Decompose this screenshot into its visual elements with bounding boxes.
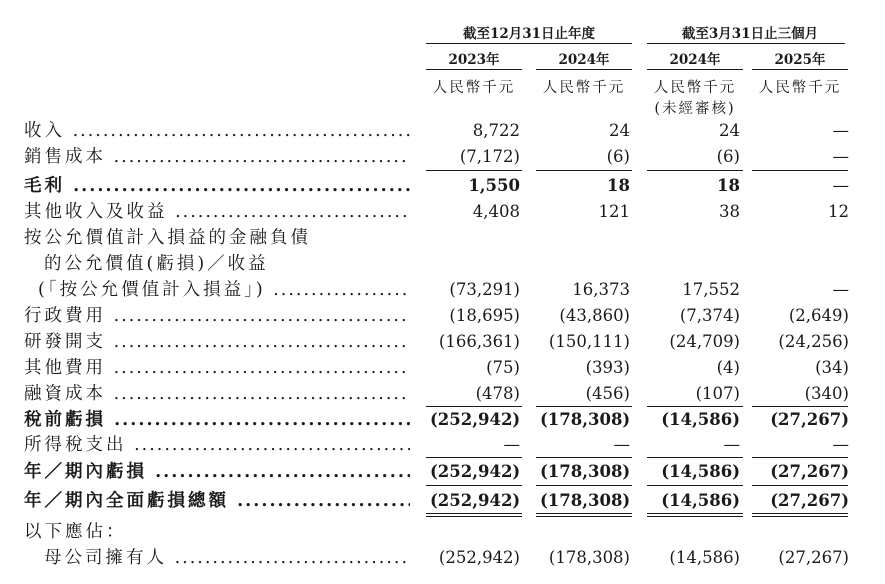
row-label: 收入 .....	[24, 118, 410, 144]
row-value: (14,586)	[661, 491, 740, 510]
row-value: (178,308)	[540, 462, 631, 481]
row-label: 年／期內虧損 .....	[24, 459, 410, 485]
row-value: (18,695)	[449, 306, 520, 325]
table-row-label-line	[0, 225, 885, 251]
row-value: (6)	[716, 147, 740, 166]
row-value: (27,267)	[778, 548, 849, 567]
row-value: 4,408	[472, 202, 520, 221]
total-double-rule	[536, 513, 632, 514]
table-row	[0, 381, 885, 407]
group-rule-2	[647, 43, 845, 44]
subtotal-rule	[536, 170, 632, 171]
row-value: (178,308)	[540, 491, 631, 510]
row-value: (178,308)	[540, 410, 631, 429]
row-value: (73,291)	[449, 280, 520, 299]
year-header-2024: 2024年	[558, 52, 610, 68]
total-double-rule	[426, 516, 522, 517]
row-value: 12	[828, 202, 849, 221]
row-value: 24	[719, 121, 740, 140]
row-label: 行政費用 .....	[24, 303, 410, 329]
row-value: 18	[607, 176, 630, 195]
row-value: (252,942)	[430, 491, 521, 510]
table-row	[0, 118, 885, 144]
row-value: (107)	[695, 384, 740, 403]
year-header-2025-q1: 2025年	[774, 52, 826, 68]
row-value: (393)	[585, 358, 630, 377]
subtotal-rule	[536, 457, 632, 458]
row-value: (7,374)	[679, 306, 740, 325]
table-row	[0, 355, 885, 381]
row-value: —	[832, 121, 849, 140]
row-value: (150,111)	[548, 332, 630, 351]
row-value: (34)	[815, 358, 849, 377]
table-row	[0, 459, 885, 485]
table-row-label-line	[0, 251, 885, 277]
row-value: —	[723, 435, 740, 454]
row-value: —	[832, 435, 849, 454]
row-label: 按公允價值計入損益的金融負債	[24, 228, 311, 248]
subtotal-rule	[536, 485, 632, 486]
year-rule-1	[426, 69, 522, 70]
subtotal-rule	[752, 485, 848, 486]
row-value: (166,361)	[438, 332, 520, 351]
row-label: 年／期內全面虧損總額 .....	[24, 488, 410, 514]
row-value: (252,942)	[430, 410, 521, 429]
table-row	[0, 519, 885, 545]
row-value: —	[503, 435, 520, 454]
row-label: 以下應佔：	[24, 522, 127, 542]
row-value: —	[832, 280, 849, 299]
row-label: 融資成本 .....	[24, 381, 410, 407]
row-value: (2,649)	[788, 306, 849, 325]
total-double-rule	[536, 516, 632, 517]
row-value: 17,552	[682, 280, 740, 299]
group-header-year-ended: 截至12月31日止年度	[462, 26, 596, 42]
row-value: (478)	[475, 384, 520, 403]
group-rule-1	[426, 43, 632, 44]
unit-header-1: 人民幣千元	[432, 80, 516, 96]
row-value: 8,722	[472, 121, 520, 140]
year-rule-3	[647, 69, 743, 70]
unit-header-4: 人民幣千元	[758, 80, 842, 96]
year-rule-4	[752, 69, 848, 70]
subtotal-rule	[752, 170, 848, 171]
row-value: (252,942)	[430, 462, 521, 481]
subtotal-rule	[647, 170, 743, 171]
row-label: 其他收入及收益 .....	[24, 199, 410, 225]
row-label: (「按公允價值計入損益」) .....	[38, 277, 410, 303]
total-double-rule	[647, 516, 743, 517]
total-double-rule	[752, 516, 848, 517]
row-value: (27,267)	[770, 410, 849, 429]
row-value: (43,860)	[559, 306, 630, 325]
subtotal-rule	[752, 457, 848, 458]
row-value: —	[832, 147, 849, 166]
subtotal-rule	[426, 485, 522, 486]
row-label: 毛利 .....	[24, 173, 410, 199]
row-label: 研發開支 .....	[24, 329, 410, 355]
row-label: 母公司擁有人 .....	[44, 545, 410, 571]
row-value: (4)	[716, 358, 740, 377]
subtotal-rule	[647, 457, 743, 458]
table-row	[0, 432, 885, 458]
row-value: (178,308)	[548, 548, 630, 567]
row-value: 24	[609, 121, 630, 140]
row-label: 稅前虧損 .....	[24, 407, 410, 433]
row-value: (27,267)	[770, 462, 849, 481]
row-value: (340)	[804, 384, 849, 403]
row-value: 38	[719, 202, 740, 221]
row-label: 銷售成本 .....	[24, 144, 410, 170]
row-value: (14,586)	[661, 462, 740, 481]
table-row	[0, 545, 885, 571]
table-row	[0, 407, 885, 433]
row-value: (24,256)	[778, 332, 849, 351]
year-header-2023: 2023年	[448, 52, 500, 68]
group-header-three-months-ended: 截至3月31日止三個月	[681, 26, 819, 42]
total-double-rule	[426, 513, 522, 514]
table-row	[0, 329, 885, 355]
row-value: (27,267)	[770, 491, 849, 510]
unaudited-note: (未經審核)	[654, 101, 736, 117]
table-row	[0, 277, 885, 303]
table-row	[0, 303, 885, 329]
row-value: (75)	[486, 358, 520, 377]
subtotal-rule	[426, 457, 522, 458]
total-double-rule	[647, 513, 743, 514]
row-label: 所得稅支出 .....	[24, 432, 410, 458]
row-value: (456)	[585, 384, 630, 403]
subtotal-rule	[426, 170, 522, 171]
row-value: 121	[598, 202, 630, 221]
subtotal-rule	[647, 485, 743, 486]
row-value: (252,942)	[438, 548, 520, 567]
row-value: —	[832, 176, 849, 195]
table-row	[0, 173, 885, 199]
total-double-rule	[752, 513, 848, 514]
table-row	[0, 199, 885, 225]
unit-header-3: 人民幣千元	[653, 80, 737, 96]
row-label: 的公允價值(虧損)／收益	[44, 254, 269, 274]
row-value: 1,550	[468, 176, 520, 195]
table-row	[0, 488, 885, 514]
row-value: (24,709)	[669, 332, 740, 351]
row-value: (6)	[606, 147, 630, 166]
unit-header-2: 人民幣千元	[542, 80, 626, 96]
row-value: 18	[717, 176, 740, 195]
row-value: (14,586)	[669, 548, 740, 567]
year-header-2024-q1: 2024年	[669, 52, 721, 68]
row-value: 16,373	[572, 280, 630, 299]
row-label: 其他費用 .....	[24, 355, 410, 381]
row-value: —	[613, 435, 630, 454]
row-value: (14,586)	[661, 410, 740, 429]
row-value: (7,172)	[459, 147, 520, 166]
table-row	[0, 144, 885, 170]
year-rule-2	[536, 69, 632, 70]
